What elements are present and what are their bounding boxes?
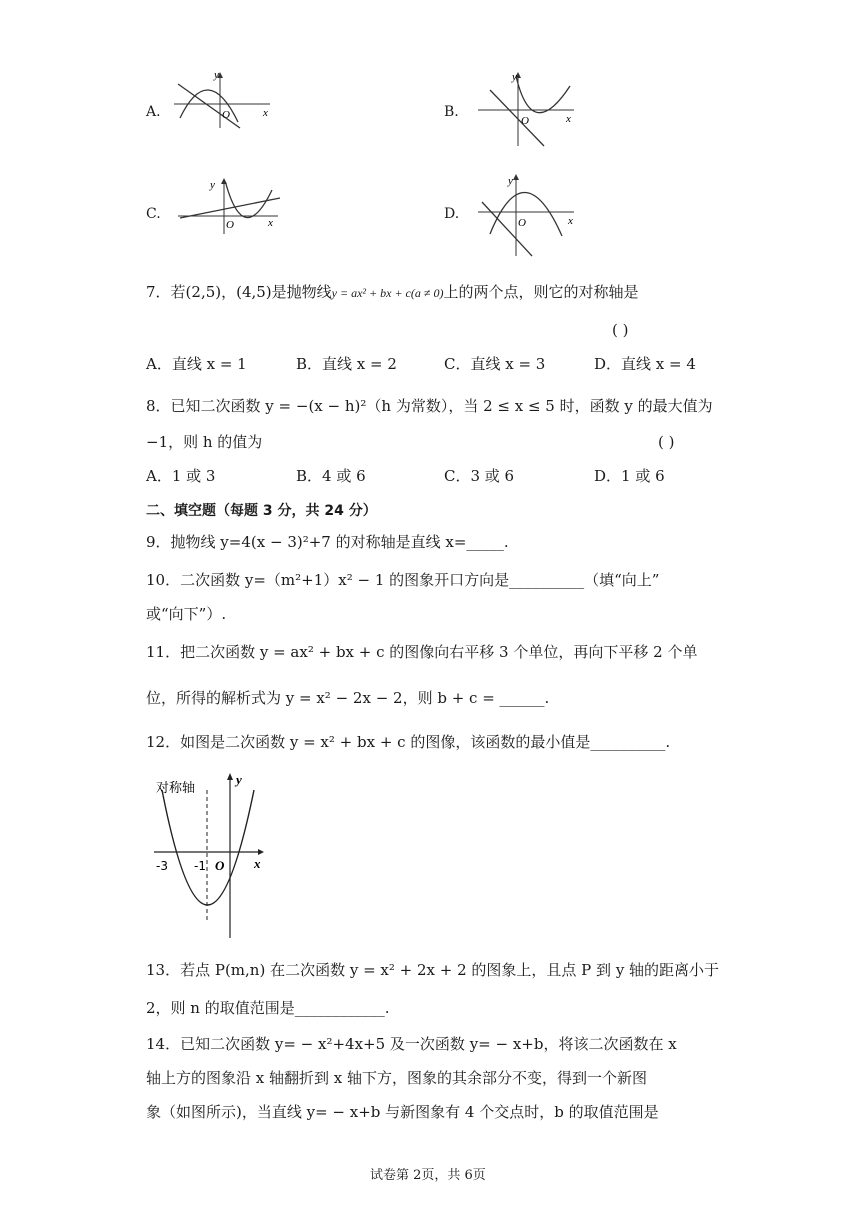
q10-line2: 或“向下”）.	[146, 605, 227, 623]
q8-line1: 8．已知二次函数 y = −(x − h)²（h 为常数），当 2 ≤ x ≤ 5 时，函数 y 的最大值为	[146, 397, 713, 415]
graph-d-y-label: y	[508, 175, 513, 187]
graph-a-y-label: y	[214, 70, 219, 81]
q13-line2: 2，则 n 的取值范围是____________.	[146, 999, 390, 1017]
section2-title: 二、填空题（每题 3 分，共 24 分）	[146, 503, 377, 519]
q12-tick-minus3: -3	[156, 859, 168, 873]
q7-option-c: C．直线 x = 3	[444, 355, 546, 373]
q12-symmetry-axis-label: 对称轴	[156, 781, 196, 796]
q14-line2: 轴上方的图象沿 x 轴翻折到 x 轴下方，图象的其余部分不变，得到一个新图	[146, 1069, 647, 1087]
q7-line	[146, 282, 638, 303]
q8-option-b: B．4 或 6	[296, 467, 366, 485]
q12-figure	[150, 770, 280, 940]
graph-d-origin-label: O	[518, 217, 526, 229]
q11-line1: 11．把二次函数 y = ax² + bx + c 的图像向右平移 3 个单位，再向下平移 2 个单	[146, 643, 698, 661]
q7-option-a: A．直线 x = 1	[146, 355, 247, 373]
option-a-label: A.	[146, 104, 161, 120]
q7-formula: y = ax² + bx + c(a ≠ 0)	[331, 286, 444, 300]
q8-option-d: D．1 或 6	[594, 467, 665, 485]
q12-tick-minus1: -1	[194, 859, 206, 873]
graph-c-origin-label: O	[226, 219, 234, 231]
graph-d-x-label: x	[568, 215, 573, 227]
q8-line2: −1，则 h 的值为	[146, 433, 263, 451]
q14-line3: 象（如图所示)，当直线 y= − x+b 与新图象有 4 个交点时，b 的取值范围是	[146, 1103, 659, 1121]
q10-line1: 10．二次函数 y=（m²+1）x² − 1 的图象开口方向是__________（填“向上”	[146, 571, 660, 589]
page-footer: 试卷第 2页，共 6页	[370, 1168, 486, 1183]
q12-text: 12．如图是二次函数 y = x² + bx + c 的图像，该函数的最小值是__________.	[146, 733, 671, 751]
option-b-label: B.	[444, 104, 459, 120]
option-d-label: D.	[444, 206, 460, 222]
graph-a-x-label: x	[263, 107, 268, 119]
graph-b-x-label: x	[566, 113, 571, 125]
graph-b-y-label: y	[512, 71, 517, 83]
graph-option-c	[174, 176, 286, 236]
q8-answer-paren: ( )	[658, 433, 675, 451]
graph-b-origin-label: O	[521, 115, 529, 127]
graph-c-y-label: y	[210, 179, 215, 191]
option-c-label: C.	[146, 206, 161, 222]
q14-line1: 14．已知二次函数 y= − x²+4x+5 及一次函数 y= − x+b，将该二次函数在 x	[146, 1035, 677, 1053]
q12-origin-label: O	[215, 858, 225, 873]
q9-text: 9．抛物线 y=4(x − 3)²+7 的对称轴是直线 x=_____.	[146, 533, 509, 551]
q7-prefix: 7．若(2,5)，(4,5)是抛物线	[146, 283, 332, 301]
q12-x-label: x	[254, 856, 261, 871]
q11-line2: 位，所得的解析式为 y = x² − 2x − 2，则 b + c = ______.	[146, 689, 550, 707]
q12-y-label: y	[236, 772, 242, 787]
q13-line1: 13．若点 P(m,n) 在二次函数 y = x² + 2x + 2 的图象上，且点 P 到 y 轴的距离小于	[146, 961, 720, 979]
graph-a-origin-label: O	[222, 109, 230, 121]
graph-option-b	[474, 70, 584, 150]
q8-option-a: A．1 或 3	[146, 467, 216, 485]
graph-option-a	[170, 70, 280, 130]
q7-answer-paren: ( )	[612, 321, 629, 339]
graph-option-d	[474, 172, 584, 258]
q7-suffix: 上的两个点，则它的对称轴是	[443, 283, 639, 301]
graph-c-x-label: x	[268, 217, 273, 229]
q8-option-c: C．3 或 6	[444, 467, 515, 485]
q7-option-d: D．直线 x = 4	[594, 355, 696, 373]
q7-option-b: B．直线 x = 2	[296, 355, 397, 373]
